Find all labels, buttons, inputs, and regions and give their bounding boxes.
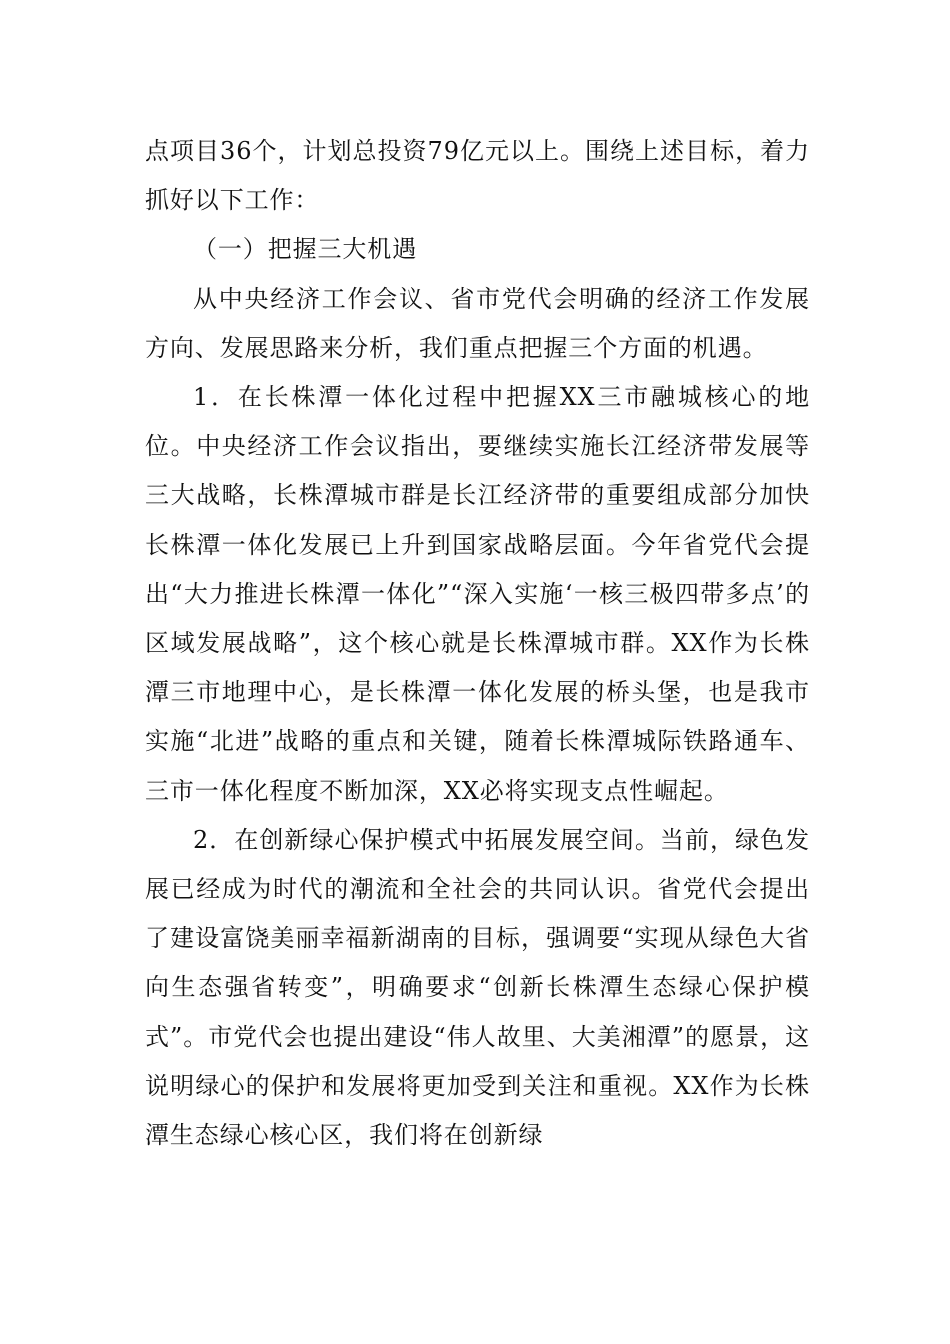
paragraph-intro: 从中央经济工作会议、省市党代会明确的经济工作发展方向、发展思路来分析，我们重点把握三个方面的机遇。	[145, 284, 810, 362]
paragraph-continuation: 点项目36个，计划总投资79亿元以上。围绕上述目标，着力抓好以下工作：	[145, 137, 810, 215]
paragraph-item-2: 2．在创新绿心保护模式中拓展发展空间。当前，绿色发展已经成为时代的潮流和全社会的共同认识。省党代会提出了建设富饶美丽幸福新湖南的目标，强调要“实现从绿色大省向生态强省转变”，明确要求“创新长株潭生态绿心保护模式”。市党代会也提出建设“伟人故里、大美湘潭”的愿景，这说明绿心的保护和发展将更加受到关注和重视。XX作为长株潭生态绿心核心区，我们将在创新绿	[145, 825, 810, 1150]
document-body	[145, 127, 810, 1160]
section-heading: （一）把握三大机遇	[193, 235, 418, 264]
paragraph-item-1: 1．在长株潭一体化过程中把握XX三市融城核心的地位。中央经济工作会议指出，要继续实施长江经济带发展等三大战略，长株潭城市群是长江经济带的重要组成部分加快长株潭一体化发展已上升到国家战略层面。今年省党代会提出“大力推进长株潭一体化”“深入实施‘一核三极四带多点’的区域发展战略”，这个核心就是长株潭城市群。XX作为长株潭三市地理中心，是长株潭一体化发展的桥头堡，也是我市实施“北进”战略的重点和关键，随着长株潭城际铁路通车、三市一体化程度不断加深，XX必将实现支点性崛起。	[145, 383, 810, 805]
